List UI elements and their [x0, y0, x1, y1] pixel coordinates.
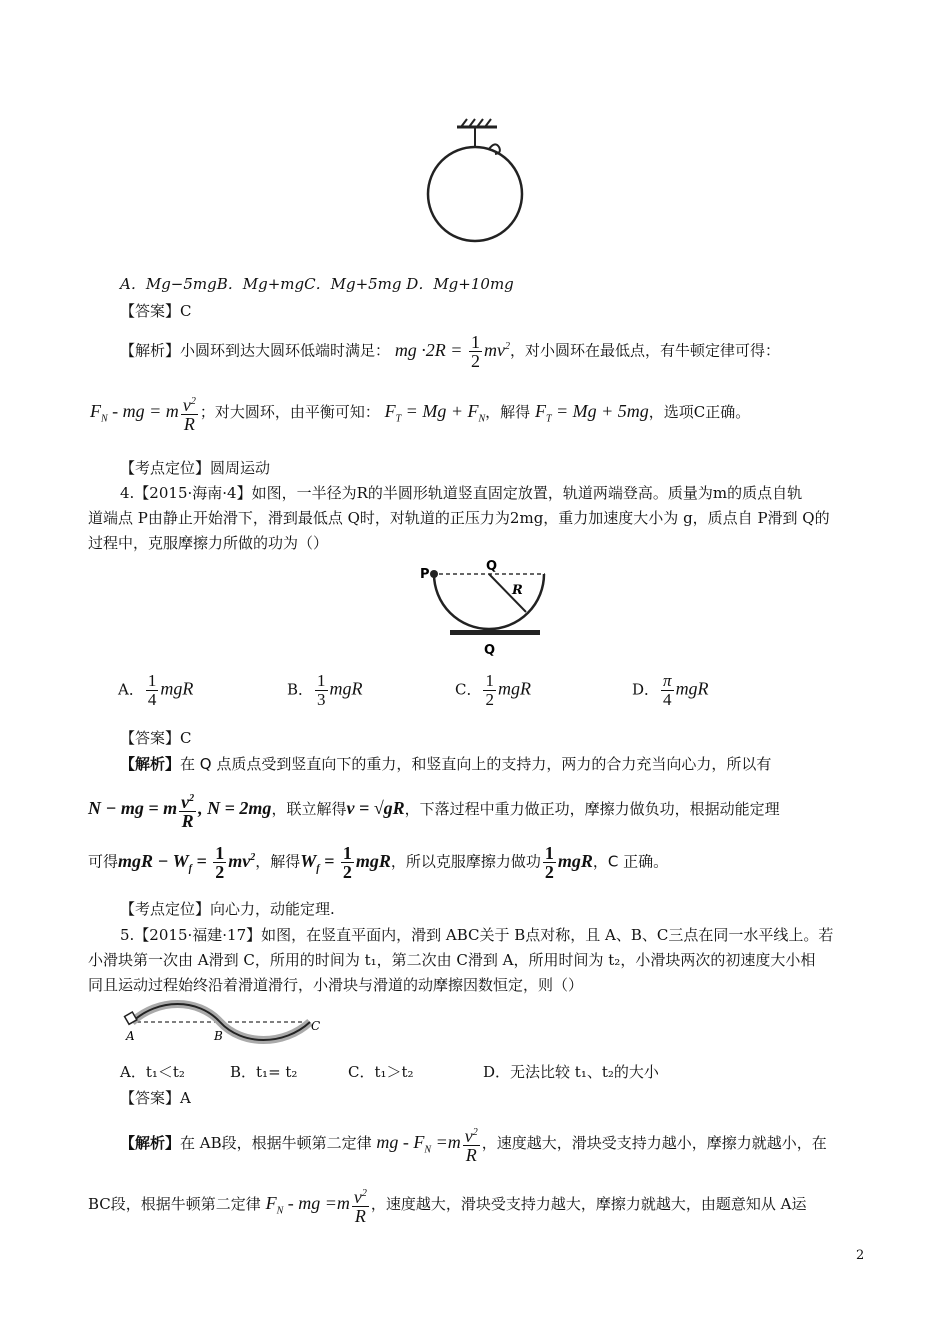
q3-option-c: C．Mg+5mg [304, 275, 402, 293]
analysis-text: 在 AB段，根据牛顿第二定律 [180, 1134, 372, 1153]
analysis-text: ，对小圆环在最低点，有牛顿定律可得： [509, 341, 780, 360]
q4-option-d [632, 672, 709, 709]
label-a: A [126, 1029, 135, 1043]
friction-work-value: $\frac{1}{2}$ mgR [544, 843, 593, 882]
q3-option-d: D．Mg+10mg [406, 275, 514, 293]
analysis-text: ，所以克服摩擦力做功 [390, 852, 541, 871]
option-num: π [663, 671, 672, 690]
centripetal-equation: N − mg = m $\frac{v^2}{R}$ , N = 2mg [88, 792, 272, 831]
q4-analysis-line1 [120, 753, 771, 774]
label-q-top: Q [486, 560, 498, 574]
page-number: 2 [856, 1248, 865, 1263]
q4-option-b [287, 672, 363, 709]
q4-analysis-line2 [88, 790, 780, 830]
analysis-text: ，联立解得 [271, 800, 347, 819]
q4-stem-line1: 4.【2015·海南·4】如图，一半径为R的半圆形轨道竖直固定放置，轨道两端登高。质量为m的质点自轨 [120, 484, 803, 502]
slide-track-figure [118, 1000, 328, 1055]
q3-analysis-line2 [90, 393, 750, 433]
option-den: 4 [147, 690, 157, 709]
q5-option-d: D．无法比较 t₁、t₂的大小 [483, 1063, 659, 1081]
q5-option-a: A．t₁＜t₂ [120, 1063, 185, 1081]
friction-work-equation: $W_f$ = $\frac{1}{2}$ mgR [300, 843, 391, 882]
option-tail: mgR [329, 678, 363, 699]
option-tail: mgR [497, 678, 531, 699]
q5-option-c: C．t₁＞t₂ [348, 1063, 414, 1081]
analysis-text: ，C 正确。 [592, 852, 669, 871]
label-b: B [214, 1029, 223, 1043]
analysis-text: ，速度越大，滑块受支持力越大，摩擦力就越大，由题意知从 A运 [370, 1195, 807, 1214]
energy-equation: mg ·2R = $\frac{1}{2}$ $mv^2$ [394, 332, 510, 371]
work-energy-equation: mgR − $W_f$ = $\frac{1}{2}$ $mv^2$ [118, 843, 256, 882]
q4-analysis-line3 [88, 844, 668, 881]
semicircle-track-figure [420, 560, 550, 660]
analysis-label: 【解析】 [120, 1134, 181, 1153]
option-den: 4 [663, 690, 672, 709]
option-num: 1 [485, 671, 494, 690]
q3-options [120, 273, 514, 294]
ab-newton-equation: mg - $F_N =m$ $\frac{v^2}{R}$ [376, 1126, 478, 1165]
label-r: R [512, 583, 523, 598]
analysis-text: ，下落过程中重力做正功，摩擦力做负功，根据动能定理 [404, 800, 780, 819]
analysis-text: ，解得 [255, 852, 301, 871]
q4-option-a [118, 672, 193, 709]
newton-equation: $F_N$ - mg = m $\frac{v^2}{R}$ [90, 395, 196, 434]
option-tail: mgR [160, 678, 194, 699]
analysis-text: BC段，根据牛顿第二定律 [88, 1195, 261, 1214]
analysis-label: 【解析】 [120, 755, 181, 773]
q4-option-c [455, 672, 531, 709]
analysis-text: 可得 [88, 852, 119, 871]
option-letter: B． [287, 680, 314, 699]
option-num: 1 [317, 671, 326, 690]
label-q-bottom: Q [484, 643, 496, 658]
q3-option-a: A．Mg−5mg [120, 275, 217, 293]
option-tail: mgR [675, 678, 709, 699]
result-equation: $F_T = Mg + 5mg$ [534, 401, 649, 425]
option-letter: A． [118, 680, 144, 699]
label-c: C [311, 1019, 321, 1033]
velocity-equation: v = √gR [346, 798, 405, 819]
q5-stem-line1: 5.【2015·福建·17】如图，在竖直平面内，滑到 ABC关于 B点对称，且 A、B、C三点在同一水平线上。若 [120, 926, 834, 944]
q3-answer: 【答案】C [120, 302, 192, 320]
q3-analysis-line1 [120, 333, 780, 370]
analysis-text: 小圆环到达大圆环低端时满足： [180, 341, 391, 360]
q4-kaodian: 【考点定位】向心力，动能定理. [120, 900, 335, 918]
option-den: 2 [485, 690, 494, 709]
analysis-text: ；对大圆环，由平衡可知： [199, 403, 380, 422]
balance-equation: $F_T = Mg + F_N$ [384, 401, 486, 425]
q3-kaodian: 【考点定位】圆周运动 [120, 459, 271, 477]
q5-answer: 【答案】A [120, 1089, 191, 1107]
q5-stem-line2: 小滑块第一次由 A滑到 C，所用的时间为 t₁，第二次由 C滑到 A，所用时间为 t₂，小滑块两次的初速度大小相 [88, 951, 816, 969]
option-den: 3 [317, 690, 326, 709]
analysis-text: ，解得 [485, 403, 531, 422]
option-letter: D． [632, 680, 660, 699]
ring-figure [415, 115, 535, 275]
q5-analysis-line2 [88, 1185, 806, 1225]
q5-analysis-line1 [120, 1124, 827, 1164]
option-letter: C． [455, 680, 482, 699]
q4-stem-line3: 过程中，克服摩擦力所做的功为（） [88, 534, 329, 552]
bc-newton-equation: $F_N$ - mg =m $\frac{v^2}{R}$ [265, 1187, 367, 1226]
analysis-text: 在 Q 点质点受到竖直向下的重力，和竖直向上的支持力，两力的合力充当向心力，所以有 [180, 755, 772, 773]
q5-stem-line3: 同且运动过程始终沿着滑道滑行，小滑块与滑道的动摩擦因数恒定，则（） [88, 976, 584, 994]
q4-answer: 【答案】C [120, 729, 192, 747]
analysis-text: ，速度越大，滑块受支持力越小，摩擦力就越小，在 [481, 1134, 827, 1153]
analysis-text: ，选项C正确。 [648, 403, 751, 422]
q3-option-b: B．Mg+mg [216, 275, 305, 293]
analysis-label: 【解析】 [120, 341, 181, 360]
label-p: P [420, 567, 430, 582]
q5-option-b: B．t₁= t₂ [230, 1063, 298, 1081]
q4-stem-line2: 道端点 P由静止开始滑下，滑到最低点 Q时，对轨道的正压力为2mg，重力加速度大小为 g，质点自 P滑到 Q的 [88, 509, 830, 527]
option-num: 1 [147, 671, 157, 690]
